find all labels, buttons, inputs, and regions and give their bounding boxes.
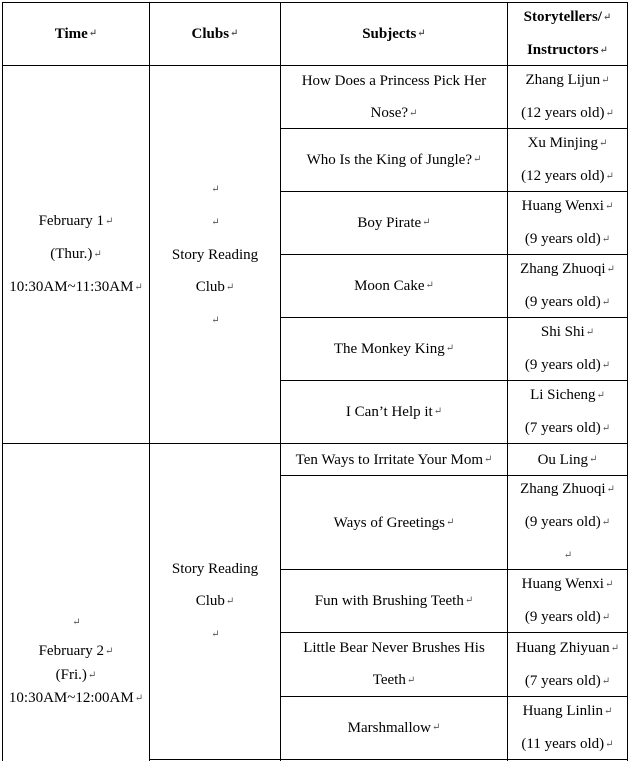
group1-time-cell: February 1↵ (Thur.)↵ 10:30AM~11:30AM↵	[9, 213, 143, 295]
group2-club-line2: Club	[195, 592, 225, 609]
table-row-subject: I Can’t Help it ↵	[345, 404, 443, 420]
table-row-subject: Ways of Greetings ↵	[333, 514, 455, 531]
group2-club-cell: Story Reading Club↵ ↵	[171, 560, 259, 640]
table-row-storyteller: Huang Zhiyuan↵ (7 years old)↵	[515, 639, 620, 689]
group1-day: (Thur.)	[50, 246, 93, 262]
table-row-subject: Moon Cake ↵	[354, 278, 434, 294]
group1-date: February 1	[38, 213, 104, 229]
table-row-subject: Who Is the King of Jungle? ↵	[306, 152, 482, 168]
header-clubs: Clubs ↵	[150, 3, 280, 65]
table-row-subject: Little Bear Never Brushes His Teeth↵	[303, 640, 485, 688]
table-row-storyteller: Ou Ling ↵	[537, 451, 598, 468]
header-time: Time ↵	[3, 3, 149, 65]
table-row-storyteller: Huang Wenxi↵ (9 years old)↵	[521, 576, 614, 625]
group2-club-line1: Story Reading	[171, 560, 259, 577]
table-row-subject: The Monkey King ↵	[333, 341, 455, 357]
header-storytellers-label-1: Storytellers/	[523, 9, 602, 25]
table-row-storyteller: Shi Shi↵ (9 years old)↵	[524, 324, 611, 373]
table-row-storyteller: Zhang Lijun↵ (12 years old)↵	[521, 72, 614, 121]
table-row-subject: How Does a Princess Pick Her Nose?↵	[301, 72, 487, 121]
table-row-subject: Boy Pirate ↵	[357, 215, 431, 231]
table-row-storyteller: Zhang Zhuoqi↵ (9 years old)↵ ↵	[520, 481, 615, 561]
group1-club-line2: Club	[195, 278, 225, 295]
group1-time: 10:30AM~11:30AM	[9, 279, 134, 295]
group2-day: (Fri.)	[55, 666, 87, 683]
table-row-storyteller: Xu Minjing↵ (12 years old)↵	[521, 135, 614, 184]
group2-date: February 2	[38, 642, 104, 659]
table-row-storyteller: Huang Wenxi↵ (9 years old)↵	[521, 198, 614, 247]
table-row-storyteller: Huang Linlin↵ (11 years old)↵	[521, 703, 614, 752]
header-storytellers: Storytellers/↵ Instructors↵	[523, 9, 612, 58]
table-row-subject: Ten Ways to Irritate Your Mom ↵	[295, 451, 493, 468]
header-clubs-label: Clubs	[191, 26, 230, 42]
table-row-subject: Fun with Brushing Teeth ↵	[314, 593, 474, 609]
header-subjects: Subjects ↵	[281, 3, 507, 65]
table-row-storyteller: Li Sicheng↵ (7 years old)↵	[524, 387, 611, 436]
table-row-subject: Marshmallow ↵	[347, 720, 441, 736]
group1-club-cell: ↵ ↵ Story Reading Club↵ ↵	[171, 183, 259, 326]
table-row-storyteller: Zhang Zhuoqi↵ (9 years old)↵	[520, 261, 615, 310]
group1-club-line1: Story Reading	[171, 246, 259, 263]
group2-time-cell: ↵ February 2↵ (Fri.)↵ 10:30AM~12:00AM↵	[8, 616, 144, 706]
group2-time: 10:30AM~12:00AM	[8, 689, 134, 706]
header-storytellers-label-2: Instructors	[526, 42, 599, 58]
header-subjects-label: Subjects	[362, 26, 417, 42]
header-time-label: Time	[54, 26, 88, 42]
